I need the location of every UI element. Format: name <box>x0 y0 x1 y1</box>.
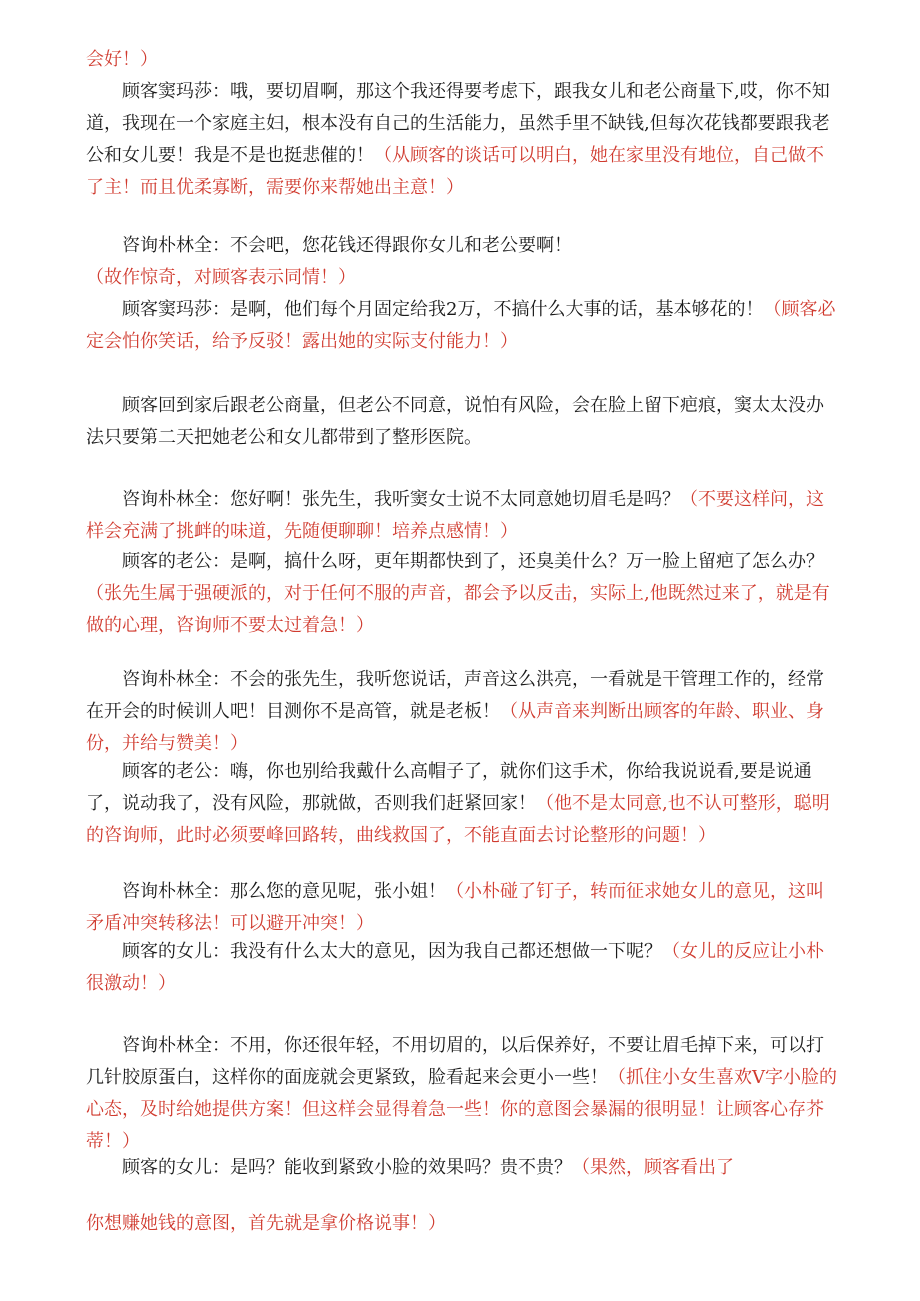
dialogue-text: 是啊，搞什么呀，更年期都快到了，还臭美什么？万一脸上留疤了怎么办？ <box>230 551 824 572</box>
dialogue-text: 那么您的意见呢，张小姐！ <box>230 881 446 902</box>
annotation-note: （女儿的反应让小朴很激动！） <box>86 941 824 994</box>
paragraph-narration <box>86 390 838 454</box>
speaker-label: 咨询朴林全： <box>122 669 230 690</box>
dialogue-text: 哦，要切眉啊，那这个我还得要考虑下，跟我女儿和老公商量下,哎，你不知道，我现在一个家庭主妇，根本没有自己的生活能力，虽然手里不缺钱,但每次花钱都要跟我老公和女儿要！我是不是也挺悲催的！ <box>86 81 830 166</box>
dialogue-text: 不会吧，您花钱还得跟你女儿和老公要啊！ <box>230 235 572 256</box>
speaker-label: 咨询朴林全： <box>122 881 230 902</box>
dialogue-text: 是啊，他们每个月固定给我2万，不搞什么大事的话，基本够花的！ <box>230 299 764 320</box>
annotation-note: 你想赚她钱的意图，首先就是拿价格说事！） <box>86 1213 446 1234</box>
annotation-note: （从顾客的谈话可以明白，她在家里没有地位，自己做不了主！而且优柔寡断，需要你来帮她出主意！） <box>86 145 824 198</box>
dialogue-text: 不用，你还很年轻，不用切眉的，以后保养好，不要让眉毛掉下来，可以打几针胶原蛋白，这样你的面庞就会更紧致，脸看起来会更小一些！ <box>86 1035 824 1088</box>
paragraph-client-dialogue <box>86 294 838 358</box>
paragraph-client-dialogue <box>86 76 838 204</box>
paragraph-daughter-dialogue <box>86 936 838 1000</box>
narration-text: 顾客回到家后跟老公商量，但老公不同意，说怕有风险，会在脸上留下疤痕，窦太太没办法只要第二天把她老公和女儿都带到了整形医院。 <box>86 395 824 448</box>
annotation-note: （张先生属于强硬派的，对于任何不服的声音，都会予以反击，实际上,他既然过来了，就是有做的心理，咨询师不要太过着急！） <box>86 583 830 636</box>
paragraph-consultant-dialogue <box>86 1030 838 1158</box>
speaker-label: 咨询朴林全： <box>122 235 230 256</box>
speaker-label: 顾客的老公： <box>122 551 230 572</box>
speaker-label: 顾客的女儿： <box>122 941 230 962</box>
paragraph-continuation-bottom <box>86 1208 838 1240</box>
annotation-note: （他不是太同意,也不认可整形，聪明的咨询师，此时必须要峰回路转，曲线救国了，不能直面去讨论整形的问题！） <box>86 793 830 846</box>
annotation-note: （不要这样问，这样会充满了挑衅的味道，先随便聊聊！培养点感情！） <box>86 489 824 542</box>
annotation-note: （抓住小女生喜欢V字小脸的心态，及时给她提供方案！但这样会显得着急一些！你的意图会暴漏的很明显！让顾客心存芥蒂！） <box>86 1067 837 1152</box>
paragraph-husband-dialogue <box>86 756 838 852</box>
speaker-label: 顾客的老公： <box>122 761 230 782</box>
speaker-label: 咨询朴林全： <box>122 1035 230 1056</box>
dialogue-text: 我没有什么太大的意见，因为我自己都还想做一下呢？ <box>230 941 662 962</box>
paragraph-husband-dialogue <box>86 546 838 642</box>
speaker-label: 咨询朴林全： <box>122 489 230 510</box>
speaker-label: 顾客的女儿： <box>122 1157 230 1178</box>
speaker-label: 顾客窦玛莎： <box>122 81 230 102</box>
annotation-note: 会好！） <box>86 49 158 70</box>
dialogue-text: 嗨，你也别给我戴什么高帽子了，就你们这手术，你给我说说看,要是说通了，说动我了，没有风险，那就做，否则我们赶紧回家！ <box>86 761 812 814</box>
paragraph-consultant-dialogue <box>86 484 838 548</box>
dialogue-text: 是吗？能收到紧致小脸的效果吗？贵不贵？ <box>230 1157 572 1178</box>
annotation-note: （顾客必定会怕你笑话，给予反驳！露出她的实际支付能力！） <box>86 299 836 352</box>
paragraph-consultant-dialogue <box>86 230 838 294</box>
annotation-note: （小朴碰了钉子，转而征求她女儿的意见，这叫矛盾冲突转移法！可以避开冲突！） <box>86 881 824 934</box>
annotation-note: （果然，顾客看出了 <box>572 1157 734 1178</box>
dialogue-text: 您好啊！张先生，我听窦女士说不太同意她切眉毛是吗？ <box>230 489 680 510</box>
speaker-label: 顾客窦玛莎： <box>122 299 230 320</box>
annotation-note: （故作惊奇，对顾客表示同情！） <box>86 267 356 288</box>
paragraph-daughter-dialogue <box>86 1152 838 1184</box>
paragraph-consultant-dialogue <box>86 876 838 940</box>
annotation-note: （从声音来判断出顾客的年龄、职业、身份，并给与赞美！） <box>86 701 824 754</box>
paragraph-consultant-dialogue <box>86 664 838 760</box>
paragraph-continuation-top <box>86 44 838 76</box>
dialogue-text: 不会的张先生，我听您说话，声音这么洪亮，一看就是干管理工作的，经常在开会的时候训人吧！目测你不是高管，就是老板！ <box>86 669 824 722</box>
